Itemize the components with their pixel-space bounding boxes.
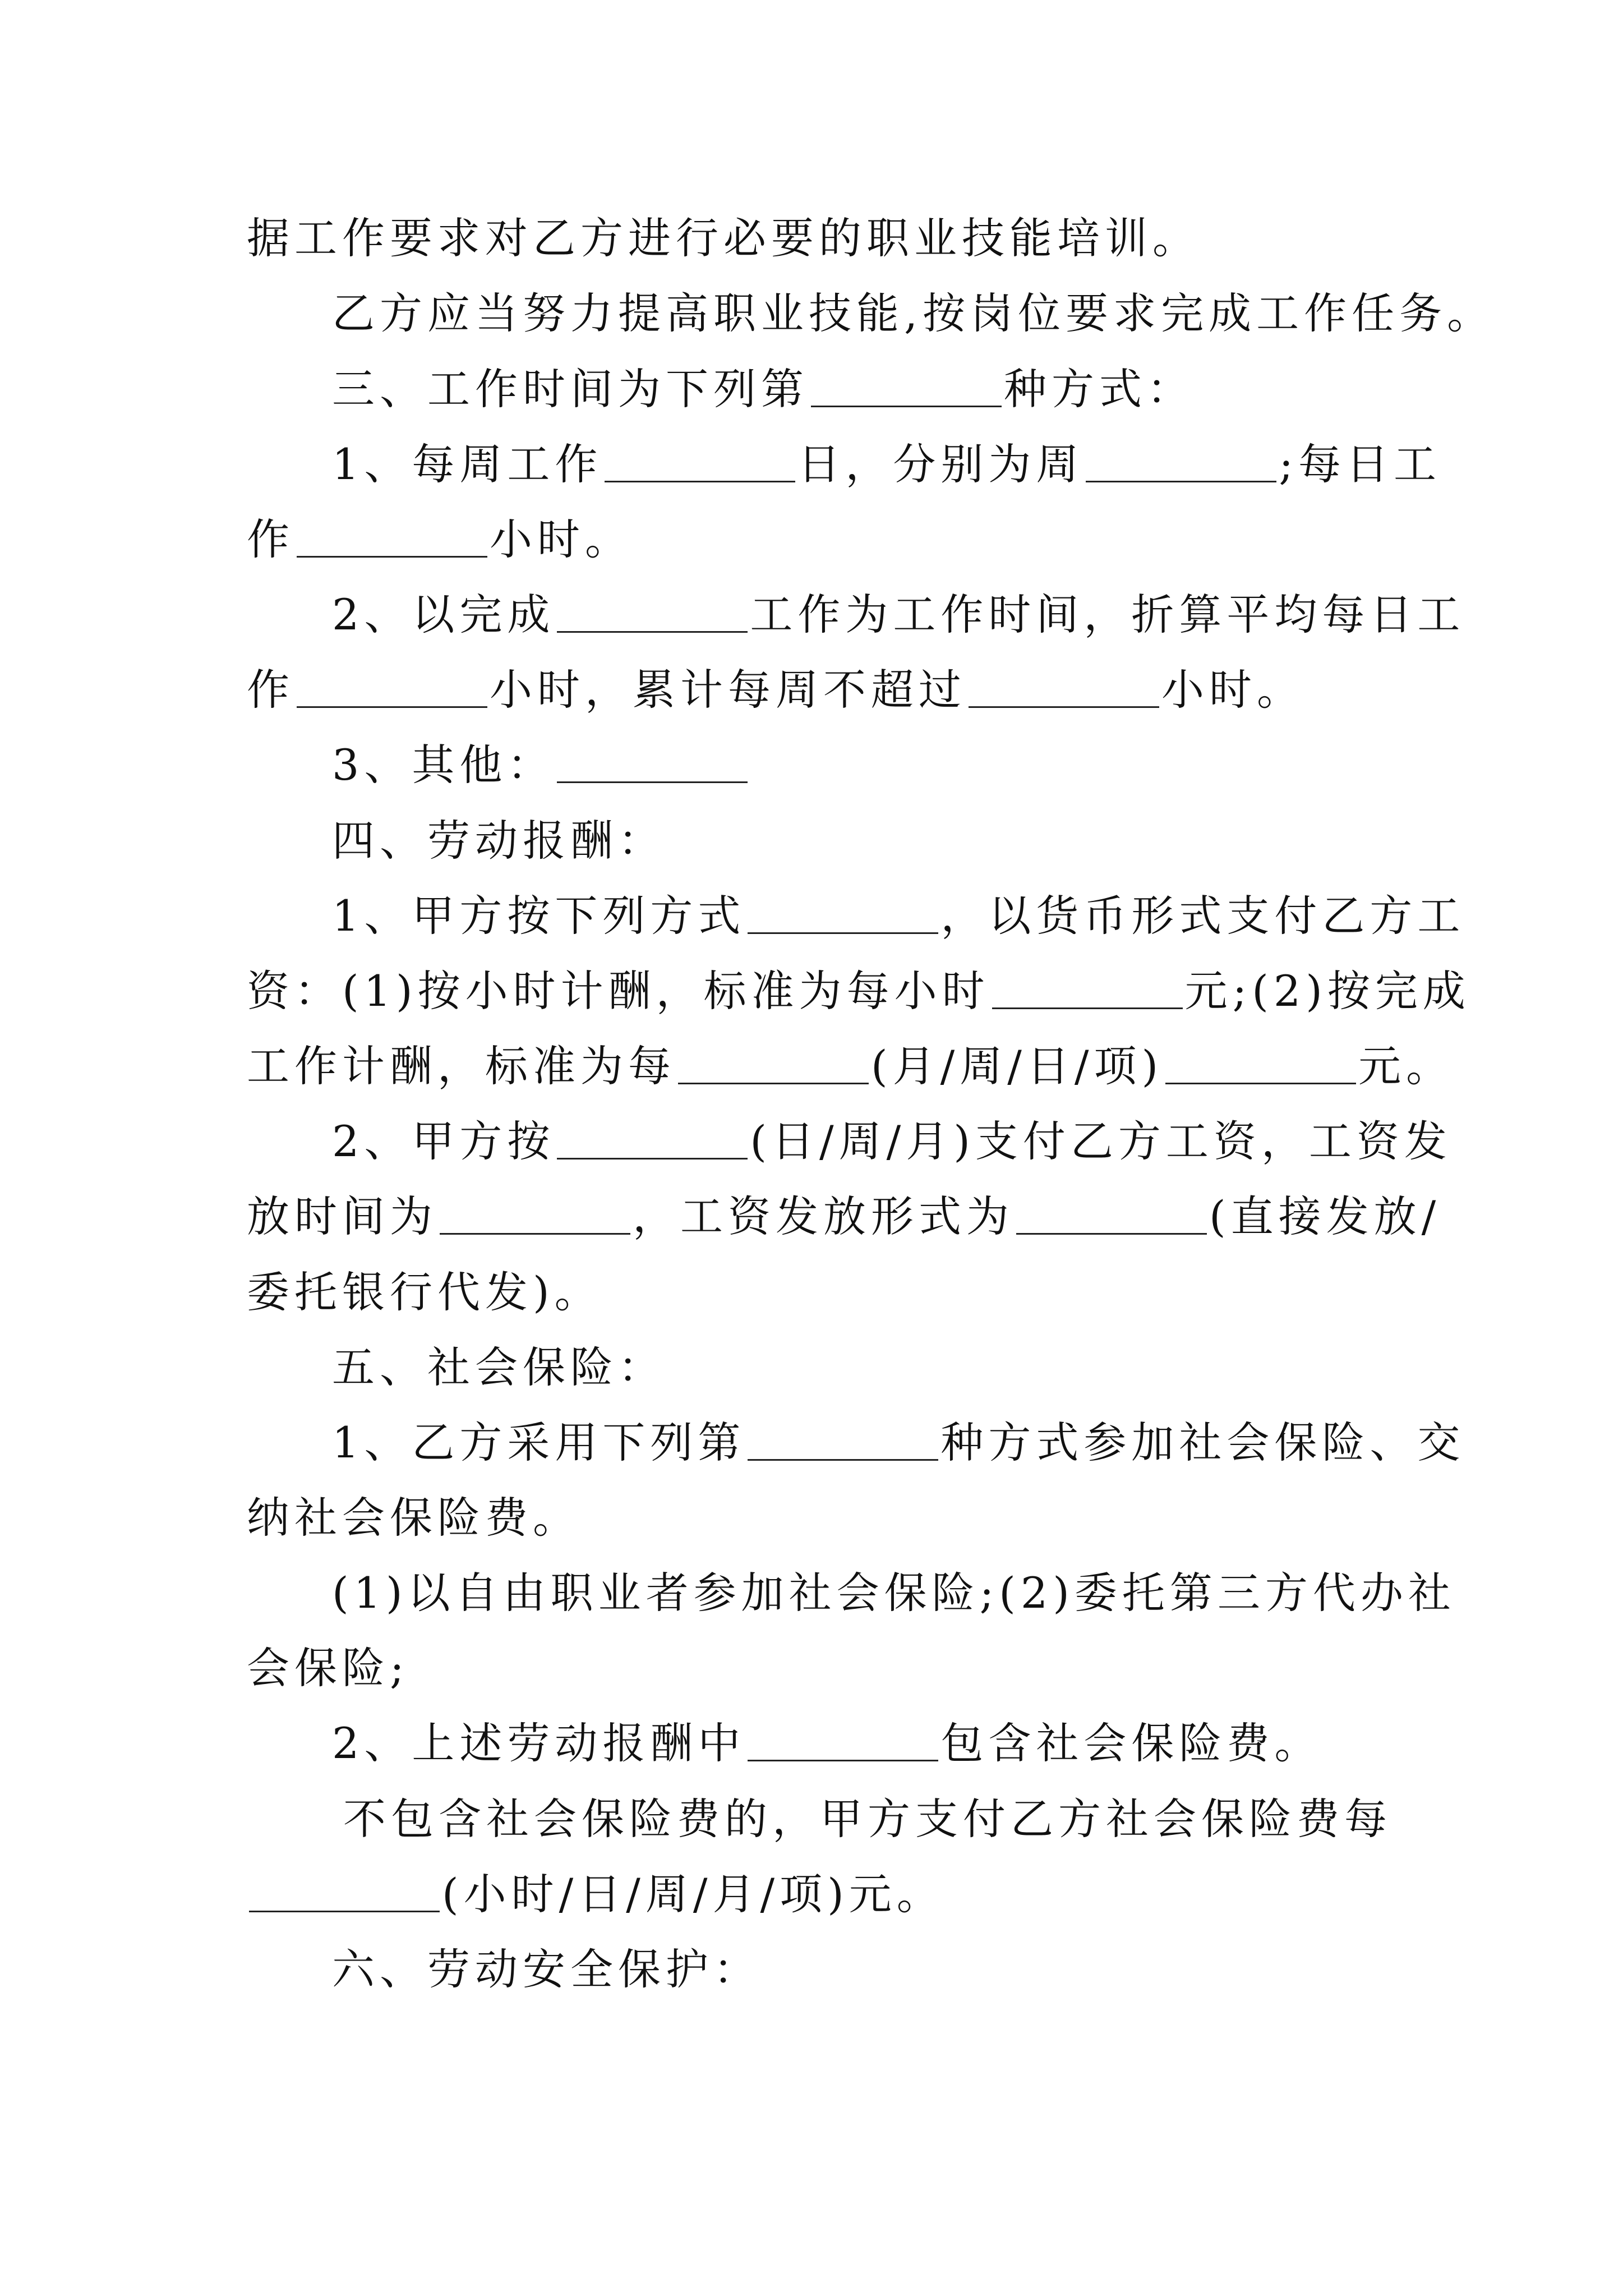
text-line xyxy=(332,436,1441,493)
fill-in-blank xyxy=(748,1720,938,1761)
section-heading xyxy=(332,361,1195,417)
text-segment: ，工资发放形式为 xyxy=(633,1191,1014,1241)
text-line xyxy=(247,1866,944,1922)
text-line xyxy=(247,1189,1441,1245)
text-line xyxy=(247,1640,409,1696)
fill-in-blank xyxy=(297,517,487,558)
text-segment: 会保险; xyxy=(247,1643,409,1693)
fill-in-blank xyxy=(557,1119,748,1159)
text-segment: 四、劳动报酬： xyxy=(332,816,666,866)
text-segment: 2、上述劳动报酬中 xyxy=(332,1718,746,1768)
text-segment: 不包含社会保险费的，甲方支付乙方社会保险费每 xyxy=(343,1794,1392,1844)
text-line xyxy=(332,737,750,793)
text-segment: 包含社会保险费。 xyxy=(940,1718,1322,1768)
text-segment: 纳社会保险费。 xyxy=(247,1493,580,1543)
text-segment: 2、以完成 xyxy=(332,590,555,639)
text-segment: 六、劳动安全保护： xyxy=(332,1944,761,1994)
text-segment: (直接发放/ xyxy=(1209,1191,1441,1241)
fill-in-blank xyxy=(1165,1043,1356,1084)
text-segment: (1)以自由职业者参加社会保险;(2)委托第三方代办社 xyxy=(332,1568,1456,1618)
text-line xyxy=(332,587,1465,643)
text-line xyxy=(332,1114,1452,1170)
section-heading xyxy=(332,813,666,869)
text-segment: (小时/日/周/月/项)元。 xyxy=(442,1869,944,1919)
text-segment: 五、社会保险： xyxy=(332,1342,666,1392)
fill-in-blank xyxy=(557,592,748,633)
text-line xyxy=(332,286,1495,342)
text-segment: 三、工作时间为下列第 xyxy=(332,364,809,414)
fill-in-blank xyxy=(748,1420,938,1461)
text-segment: 1、乙方采用下列第 xyxy=(332,1418,746,1467)
text-line xyxy=(247,963,1470,1019)
fill-in-blank xyxy=(605,441,795,482)
fill-in-blank xyxy=(678,1043,869,1084)
text-segment: (月/周/日/项) xyxy=(871,1041,1164,1091)
fill-in-blank xyxy=(1016,1194,1207,1235)
text-segment: 委托银行代发)。 xyxy=(247,1267,602,1317)
text-line xyxy=(332,1415,1465,1471)
text-line xyxy=(247,512,633,568)
text-segment: ，以货币形式支付乙方工 xyxy=(940,891,1465,941)
text-segment: ;每日工 xyxy=(1279,439,1441,489)
text-line xyxy=(247,210,1200,266)
text-line xyxy=(247,662,1304,718)
text-segment: 工作为工作时间，折算平均每日工 xyxy=(750,590,1465,639)
text-line xyxy=(332,1565,1456,1621)
fill-in-blank xyxy=(969,667,1159,708)
text-line xyxy=(247,1038,1454,1094)
text-segment: 日，分别为周 xyxy=(797,439,1084,489)
text-segment: 种方式： xyxy=(1004,364,1195,414)
text-line xyxy=(332,888,1465,944)
section-heading xyxy=(332,1941,761,1998)
fill-in-blank xyxy=(992,968,1183,1009)
text-line xyxy=(343,1791,1392,1847)
fill-in-blank xyxy=(297,667,487,708)
section-heading xyxy=(332,1340,666,1396)
text-segment: 种方式参加社会保险、交 xyxy=(940,1418,1465,1467)
text-segment: 小时。 xyxy=(490,514,633,564)
text-segment: 元;(2)按完成 xyxy=(1184,966,1470,1016)
text-segment: 2、甲方按 xyxy=(332,1116,555,1166)
text-line xyxy=(247,1490,580,1546)
fill-in-blank xyxy=(249,1871,440,1912)
fill-in-blank xyxy=(557,742,748,783)
text-segment: 据工作要求对乙方进行必要的职业技能培训。 xyxy=(247,213,1200,263)
fill-in-blank xyxy=(1086,441,1276,482)
text-segment: 资：(1)按小时计酬，标准为每小时 xyxy=(247,966,990,1016)
fill-in-blank xyxy=(811,366,1002,407)
text-segment: 乙方应当努力提高职业技能,按岗位要求完成工作任务。 xyxy=(332,288,1495,338)
fill-in-blank xyxy=(440,1194,630,1235)
text-line xyxy=(247,1264,602,1320)
fill-in-blank xyxy=(748,893,938,934)
text-segment: (日/周/月)支付乙方工资，工资发 xyxy=(750,1116,1452,1166)
text-segment: 小时，累计每周不超过 xyxy=(490,665,966,715)
text-segment: 3、其他： xyxy=(332,740,555,790)
text-segment: 1、甲方按下列方式 xyxy=(332,891,746,941)
text-segment: 元。 xyxy=(1358,1041,1454,1091)
text-line xyxy=(332,1715,1322,1772)
text-segment: 作 xyxy=(247,665,294,715)
text-segment: 作 xyxy=(247,514,294,564)
text-segment: 工作计酬，标准为每 xyxy=(247,1041,676,1091)
text-segment: 1、每周工作 xyxy=(332,439,603,489)
text-segment: 小时。 xyxy=(1161,665,1304,715)
text-segment: 放时间为 xyxy=(247,1191,437,1241)
